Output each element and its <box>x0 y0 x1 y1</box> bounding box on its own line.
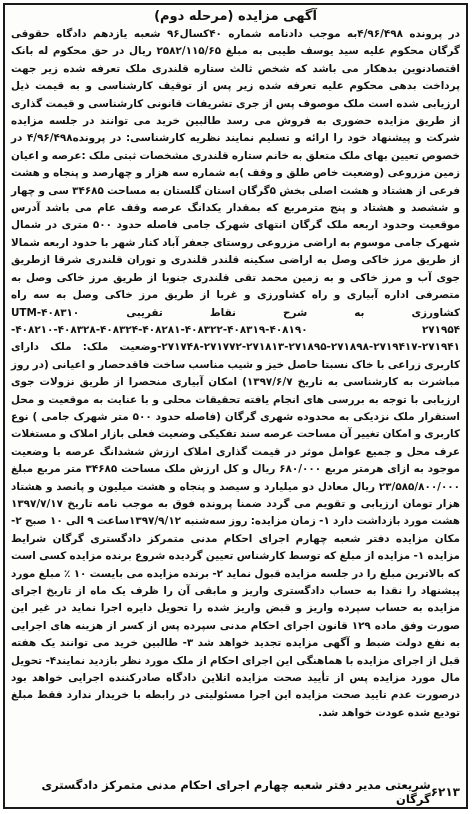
footer <box>5 778 466 806</box>
auction-notice <box>3 3 468 809</box>
signature-line: شریعتی مدیر دفتر شعبه چهارم اجرای احکام مدنی متمرکز دادگستری گرگان <box>41 778 431 806</box>
notice-body: در پرونده ۴/۹۶/۴۹۸به موجب دادنامه شماره ۴۰کسال۹۶ شعبه یازدهم دادگاه حقوقی گرگان محکوم علیه سید یوسف طیبی به مبلغ ۲۵۸۲/۱۱۵/۶۵ ریال در حق محکوم له بانک اقتصادنوین بدهکار می باشد که شخص ثالث ستاره قلندری ملک تعرفه شده زیر جهت پرداخت بدهی محکوم علیه تعرفه شده زیر پس از توقیف کارشناسی و به قیمت ذیل ارزیابی شده است ملک موصوف پس از جری تشریفات قانونی کارشناسی و قیمت گذاری از طریق مزایده حضوری به فروش می رسد طالبین خرید می توانند در جلسه مزایده شرکت و پیشنهاد خود را ارائه و تسلیم نمایند نظریه کارشناسی: در پرونده۴/۹۶/۴۹۸ در خصوص تعیین بهای ملک متعلق به خانم ستاره قلندری مشخصات ثبتی ملک :عرصه و اعیان زمین مزروعی (وضعیت خاص طلق و وقف )به شماره سه هزار و چهارصد و پنجاه و هشت فرعی از هشتاد و هشت اصلی بخش ۵گرگان استان گلستان به مساحت ۳۴۶۸۵ سی و چهار و ششصد و هشتاد و پنج مترمربع که بمقدار یکدانگ عرصه وقف عام می باشد آدرس موقعیت وحدود اربعه ملک گرگان انتهای شهرک جامی فاصله حدود ۵۰۰ متری در شمال شهرک جامی موسوم به اراضی مزروعی روستای جعفر آباد کنار شهر با حدود اربعه شمالا از طریق مرز خاکی وصل به اراضی سکینه قلندر قلندری و توران قلندری شرقا ازطریق جوی آب و مرز خاکی و به زمین محمد تقی قلندری جنوبا از طریق مرز خاکی وصل به متصرفی اداره آبیاری و راه کشاورزی و غربا از طریق مرز خاکی وصل به سه راه کشاورزی به شرح نقاط تقریبی UTM-۴۰۸۳۱۰ -۴۰۸۲۱۰-۴۰۸۳۲۸-۴۰۸۳۲۴-۴۰۸۲۸۱-۴۰۸۳۲۲-۴۰۸۳۱۹-۴۰۸۱۹۰ ۲۷۱۹۵۴ -۲۷۱۷۴۸-۲۷۱۷۷۲-۲۷۱۸۱۳-۲۷۱۸۹۵-۲۷۱۸۹۸-۲۷۱۹۴۱۷-۲۷۱۹۴۱وضعیت ملک: ملک دارای کاربری زراعی با خاک نسبتا حاصل خیز و شیب مناسب ساخت فاقدحصار و اعیانی (در روز مباشرت به کارشناسی به تاریخ ۱۳۹۷/۶/۷) امکان آبیاری منحصرا از طریق نزولات جوی ارزیابی با توجه به بررسی های انجام یافته تحقیقات محلی و با عنایت به موقعیت و محل استقرار ملک نزدیکی به محدوده شهری گرگان (فاصله حدود ۵۰۰ متر شهرک جامی ) نوع کاربری و امکان تغییر آن مساحت عرصه سند تفکیکی وضعیت فعلی بازار املاک و مستغلات عرف محل و جمیع عوامل موثر در قیمت گذاری املاک ارزش ششدانگ عرصه با وضعیت موجود به ازای هرمتر مربع ۶۸۰/۰۰۰ ریال و کل ارزش ملک مساحت ۳۴۶۸۵ متر مربع مبلغ ۲۳/۵۸۵/۸۰۰/۰۰۰ ریال معادل دو میلیارد و سیصد و پنجاه و هشت میلیون و پانصد و هشتاد هزار تومان ارزیابی و تقویم می گردد ضمنا پرونده فوق به موجب نامه تاریخ ۱۳۹۷/۷/۱۷ هشت مورد بازداشت دارد ۱- زمان مزایده: روز سه‌شنبه ۱۳۹۷/۹/۱۲ساعت ۹ الی ۱۰ صبح ۲- مکان مزایده دفتر شعبه چهارم اجرای احکام مدنی متمرکز دادگستری گرگان شرایط مزایده ۱- مزایده از مبلغ که توسط کارشناس تعیین گردیده شروع برنده مزایده کسی است که بالاترین مبلغ را در جلسه مزایده قبول نماید ۲- برنده مزایده می بایست ۱۰ ٪ مبلغ مورد پیشنهاد را نقدا به حساب دادگستری واریز و مابقی آن را ظرف یک ماه از تاریخ اجرای مزایده به حساب سپرده واریز و قبض واریز شده را تحویل دایره اجرا نماید در غیر این صورت وفق ماده ۱۲۹ قانون اجرای احکام مدنی سپرده پس از کسر از هزینه های اجرایی به نفع دولت ضبط و آگهی مزایده تجدید خواهد شد ۳- طالبین خرید می توانند یک هفته قبل از اجرای مزایده با هماهنگی این اجرای احکام از ملک مورد نظر بازدید نمایند۴- تحویل مال مورد مزایده پس از تأیید صحت مزایده اتلاین دادگاه صادرکننده اجرایی خواهد بود درصورت عدم تایید صحت مزایده این اجرا مسئولیتی در رابطه با خریدار ندارد فقط مبلغ تودیع شده عودت خواهد شد. <box>11 28 461 719</box>
reference-number: ۶۲۱۳ <box>430 785 460 799</box>
notice-title: آگهی مزایده (مرحله دوم) <box>154 9 317 24</box>
